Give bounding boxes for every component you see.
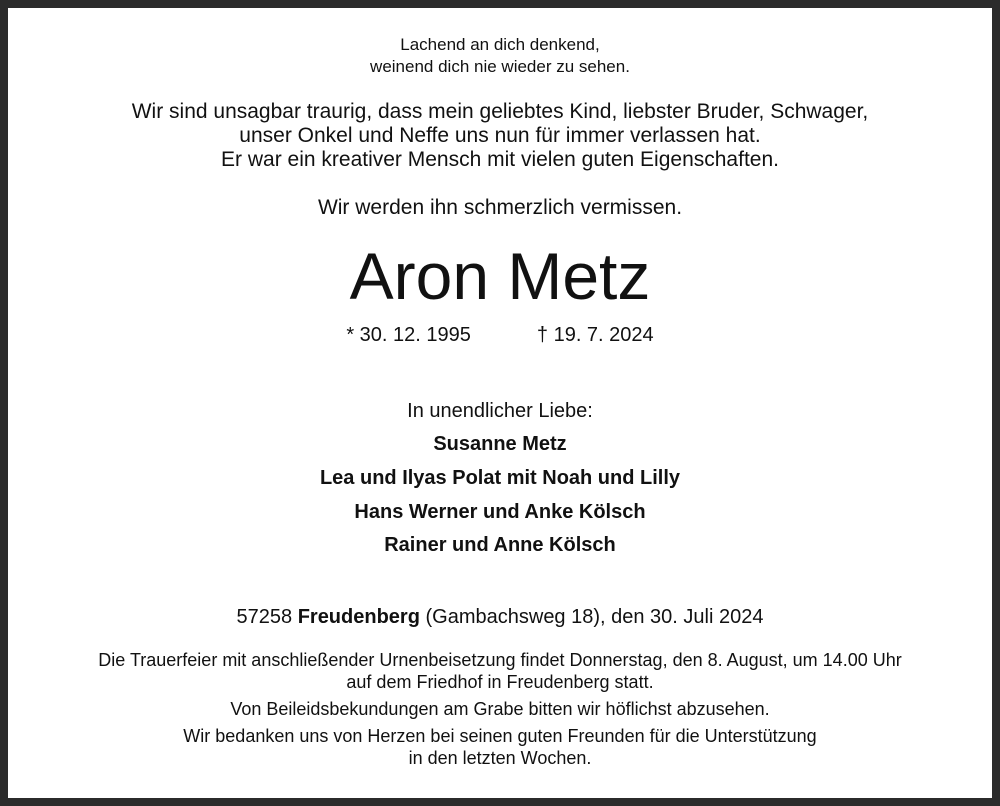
- city: Freudenberg: [297, 606, 420, 628]
- ceremony-line-1: Die Trauerfeier mit anschließender Urnenbeisetzung findet Donnerstag, den 8. August, um 14.00 Uhr: [98, 650, 902, 670]
- motto-line-1: Lachend an dich denkend,: [400, 35, 600, 54]
- place-date-line: [0, 606, 1000, 629]
- ceremony-line-2: auf dem Friedhof in Freudenberg statt.: [346, 672, 654, 692]
- intro-line-3: Er war ein kreativer Mensch mit vielen guten Eigenschaften.: [221, 148, 779, 171]
- death-date: † 19. 7. 2024: [536, 324, 654, 346]
- intro-line-2: unser Onkel und Neffe uns nun für immer verlassen hat.: [239, 124, 761, 147]
- postcode: 57258: [236, 606, 293, 628]
- mourner-name: Susanne Metz: [433, 433, 567, 455]
- mourner-name: Rainer und Anne Kölsch: [384, 534, 616, 556]
- deceased-name: Aron Metz: [349, 239, 651, 313]
- motto-line-2: weinend dich nie wieder zu sehen.: [370, 57, 630, 76]
- mourner-name: Lea und Ilyas Polat mit Noah und Lilly: [319, 467, 681, 489]
- mourners-heading: In unendlicher Liebe:: [407, 400, 593, 422]
- mourner-name: Hans Werner und Anke Kölsch: [354, 501, 646, 523]
- intro-line-1: Wir sind unsagbar traurig, dass mein geliebtes Kind, liebster Bruder, Schwager,: [131, 100, 869, 123]
- life-dates: [0, 324, 1000, 347]
- intro-line-4: Wir werden ihn schmerzlich vermissen.: [317, 196, 683, 219]
- address-date: (Gambachsweg 18), den 30. Juli 2024: [425, 606, 764, 628]
- thanks-line-1: Wir bedanken uns von Herzen bei seinen guten Freunden für die Unterstützung: [183, 726, 817, 746]
- condolence-note: Von Beileidsbekundungen am Grabe bitten wir höflichst abzusehen.: [230, 699, 770, 719]
- birth-date: * 30. 12. 1995: [346, 324, 471, 346]
- thanks-line-2: in den letzten Wochen.: [408, 748, 592, 768]
